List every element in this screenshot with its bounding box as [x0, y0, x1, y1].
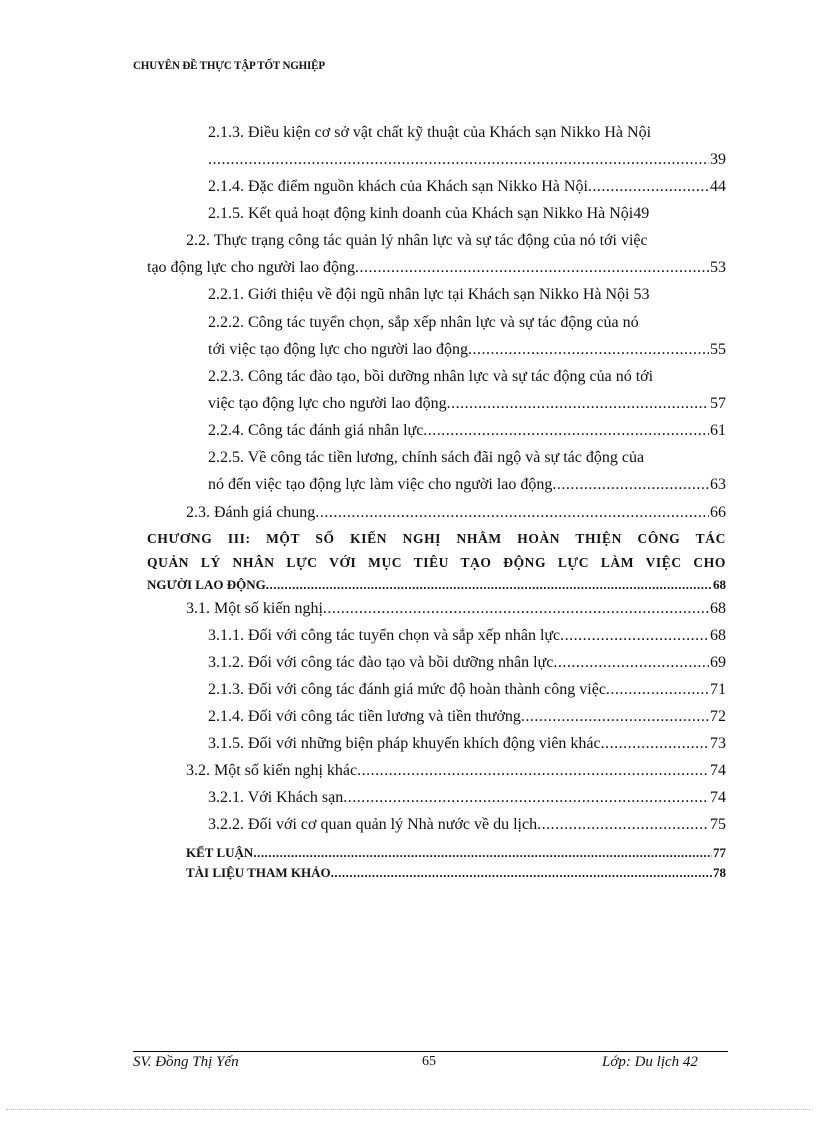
- toc-entry-text: 3.1.1. Đối với công tác tuyển chọn và sắp xếp nhân lực: [208, 627, 561, 644]
- toc-entry-text: 2.2. Thực trạng công tác quản lý nhân lực và sự tác động của nó tới việc: [186, 232, 648, 249]
- toc-entry: [186, 863, 726, 883]
- footer-author: SV. Đồng Thị Yến: [133, 1054, 239, 1070]
- running-header: CHUYÊN ĐỀ THỰC TẬP TỐT NGHIỆP: [133, 58, 325, 72]
- toc-page-number: 39: [710, 151, 726, 168]
- toc-entry: [186, 599, 726, 619]
- leader-dots: [323, 599, 709, 619]
- toc-page-number: 66: [710, 504, 726, 521]
- toc-page-number: 68: [710, 627, 726, 644]
- toc-entry-text: 2.1.4. Đặc điểm nguồn khách của Khách sạn Nikko Hà Nội: [208, 178, 588, 195]
- toc-entry-text: 3.1. Một số kiến nghị: [186, 600, 323, 617]
- toc-page-number: 44: [710, 178, 726, 195]
- leader-dots: [552, 475, 709, 495]
- toc-entry-text: 2.1.3. Đối với công tác đánh giá mức độ hoàn thành công việc: [208, 681, 606, 698]
- leader-dots: [537, 815, 709, 835]
- toc-entry: [208, 177, 726, 197]
- toc-entry: [208, 448, 726, 468]
- leader-dots: [253, 843, 712, 863]
- toc-entry-text: TÀI LIỆU THAM KHẢO: [186, 865, 331, 880]
- leader-dots: [553, 653, 709, 673]
- toc-entry: [208, 653, 726, 673]
- toc-entry-text: việc tạo động lực cho người lao động: [208, 395, 447, 412]
- toc-page-number: 78: [713, 865, 726, 880]
- leader-dots: [357, 761, 709, 781]
- toc-entry: [208, 123, 726, 143]
- toc-page-number: 68: [713, 577, 726, 592]
- toc-page-number: 75: [710, 816, 726, 833]
- leader-dots: [601, 734, 709, 754]
- toc-page-number: 74: [710, 762, 726, 779]
- toc-page-number: 53: [633, 286, 650, 303]
- toc-entry: [186, 843, 726, 863]
- toc-entry: [186, 231, 726, 251]
- leader-dots: [208, 150, 709, 170]
- toc-entry: [147, 258, 726, 278]
- toc-page-number: 71: [710, 681, 726, 698]
- toc-entry: [208, 204, 726, 224]
- leader-dots: [468, 340, 709, 360]
- leader-dots: [447, 394, 709, 414]
- toc-entry-text: 2.1.5. Kết quả hoạt động kinh doanh của Khách sạn Nikko Hà Nội: [208, 205, 634, 222]
- leader-dots: [521, 707, 709, 727]
- toc-entry: [208, 421, 726, 441]
- toc-page-number: 53: [710, 259, 726, 276]
- toc-entry-text: 3.2.1. Với Khách sạn: [208, 789, 344, 806]
- toc-entry-text: 3.2.2. Đối với cơ quan quản lý Nhà nước về du lịch: [208, 816, 538, 833]
- toc-entry-text: tạo động lực cho người lao động: [147, 259, 355, 276]
- leader-dots: [343, 788, 709, 808]
- toc-page-number: 74: [710, 789, 726, 806]
- toc-entry: [208, 788, 726, 808]
- leader-dots: [588, 177, 709, 197]
- leader-dots: [355, 258, 709, 278]
- footer-divider: [133, 1051, 728, 1052]
- toc-entry: [208, 313, 726, 333]
- toc-entry: [208, 340, 726, 360]
- toc-entry-text: 3.1.5. Đối với những biện pháp khuyến khích động viên khác: [208, 735, 601, 752]
- toc-entry-text: 2.2.1. Giới thiệu về đội ngũ nhân lực tại Khách sạn Nikko Hà Nội: [208, 286, 630, 303]
- leader-dots: [560, 626, 709, 646]
- toc-entry: [147, 575, 726, 595]
- toc-page-number: 61: [710, 422, 726, 439]
- toc-entry-text: tới việc tạo động lực cho người lao động: [208, 341, 468, 358]
- leader-dots: [606, 680, 709, 700]
- toc-entry-text: 3.1.2. Đối với công tác đào tạo và bồi dưỡng nhân lực: [208, 654, 554, 671]
- toc-entry-text: nó đến việc tạo động lực làm việc cho người lao động: [208, 476, 553, 493]
- toc-entry-text: KẾT LUẬN: [186, 845, 254, 860]
- toc-entry: [208, 680, 726, 700]
- toc-page-number: 68: [710, 600, 726, 617]
- toc-entry-text: 2.2.5. Về công tác tiền lương, chính sách đãi ngộ và sự tác động của: [208, 449, 645, 466]
- leader-dots: [315, 503, 709, 523]
- toc-page-number: 69: [710, 654, 726, 671]
- toc-page-number: 55: [710, 341, 726, 358]
- toc-entry: [208, 707, 726, 727]
- toc-entry: [208, 285, 726, 305]
- toc-entry-text: 2.2.2. Công tác tuyển chọn, sắp xếp nhân lực và sự tác động của nó: [208, 314, 639, 331]
- toc-entry-text: NGƯỜI LAO ĐỘNG: [147, 577, 266, 592]
- page-edge: [6, 1109, 810, 1110]
- toc-entry: [208, 475, 726, 495]
- toc-page-number: 77: [713, 845, 726, 860]
- toc-entry: [208, 150, 726, 170]
- toc-page-number: 63: [710, 476, 726, 493]
- toc-entry: [208, 367, 726, 387]
- toc-entry: [186, 503, 726, 523]
- leader-dots: [266, 575, 712, 595]
- toc-page-number: 72: [710, 708, 726, 725]
- toc-page-number: 57: [710, 395, 726, 412]
- toc-entry-text: 2.2.3. Công tác đào tạo, bồi dưỡng nhân lực và sự tác động của nó tới: [208, 368, 654, 385]
- toc-page-number: 73: [710, 735, 726, 752]
- toc-entry: [186, 761, 726, 781]
- footer-page-number: 65: [422, 1054, 436, 1069]
- toc-entry-text: 2.2.4. Công tác đánh giá nhân lực: [208, 422, 424, 439]
- toc-page-number: 49: [633, 205, 650, 222]
- toc-entry: [208, 734, 726, 754]
- toc-entry-text: 2.1.4. Đối với công tác tiền lương và tiền thưởng: [208, 708, 521, 725]
- toc-entry: [208, 626, 726, 646]
- toc-entry-text: 2.1.3. Điều kiện cơ sở vật chất kỹ thuật của Khách sạn Nikko Hà Nội: [208, 124, 652, 141]
- leader-dots: [331, 863, 712, 883]
- leader-dots: [423, 421, 709, 441]
- toc-chapter-heading: CHƯƠNG III: MỘT SỐ KIẾN NGHỊ NHẰM HOÀN THIỆN CÔNG TÁC: [147, 531, 726, 546]
- toc-entry: [208, 815, 726, 835]
- toc-entry: [208, 394, 726, 414]
- toc-entry-text: 3.2. Một số kiến nghị khác: [186, 762, 358, 779]
- toc-entry-text: 2.3. Đánh giá chung: [186, 504, 316, 521]
- toc-chapter-heading: QUẢN LÝ NHÂN LỰC VỚI MỤC TIÊU TẠO ĐỘNG LỰC LÀM VIỆC CHO: [147, 555, 726, 570]
- footer-class: Lớp: Du lịch 42: [602, 1054, 698, 1070]
